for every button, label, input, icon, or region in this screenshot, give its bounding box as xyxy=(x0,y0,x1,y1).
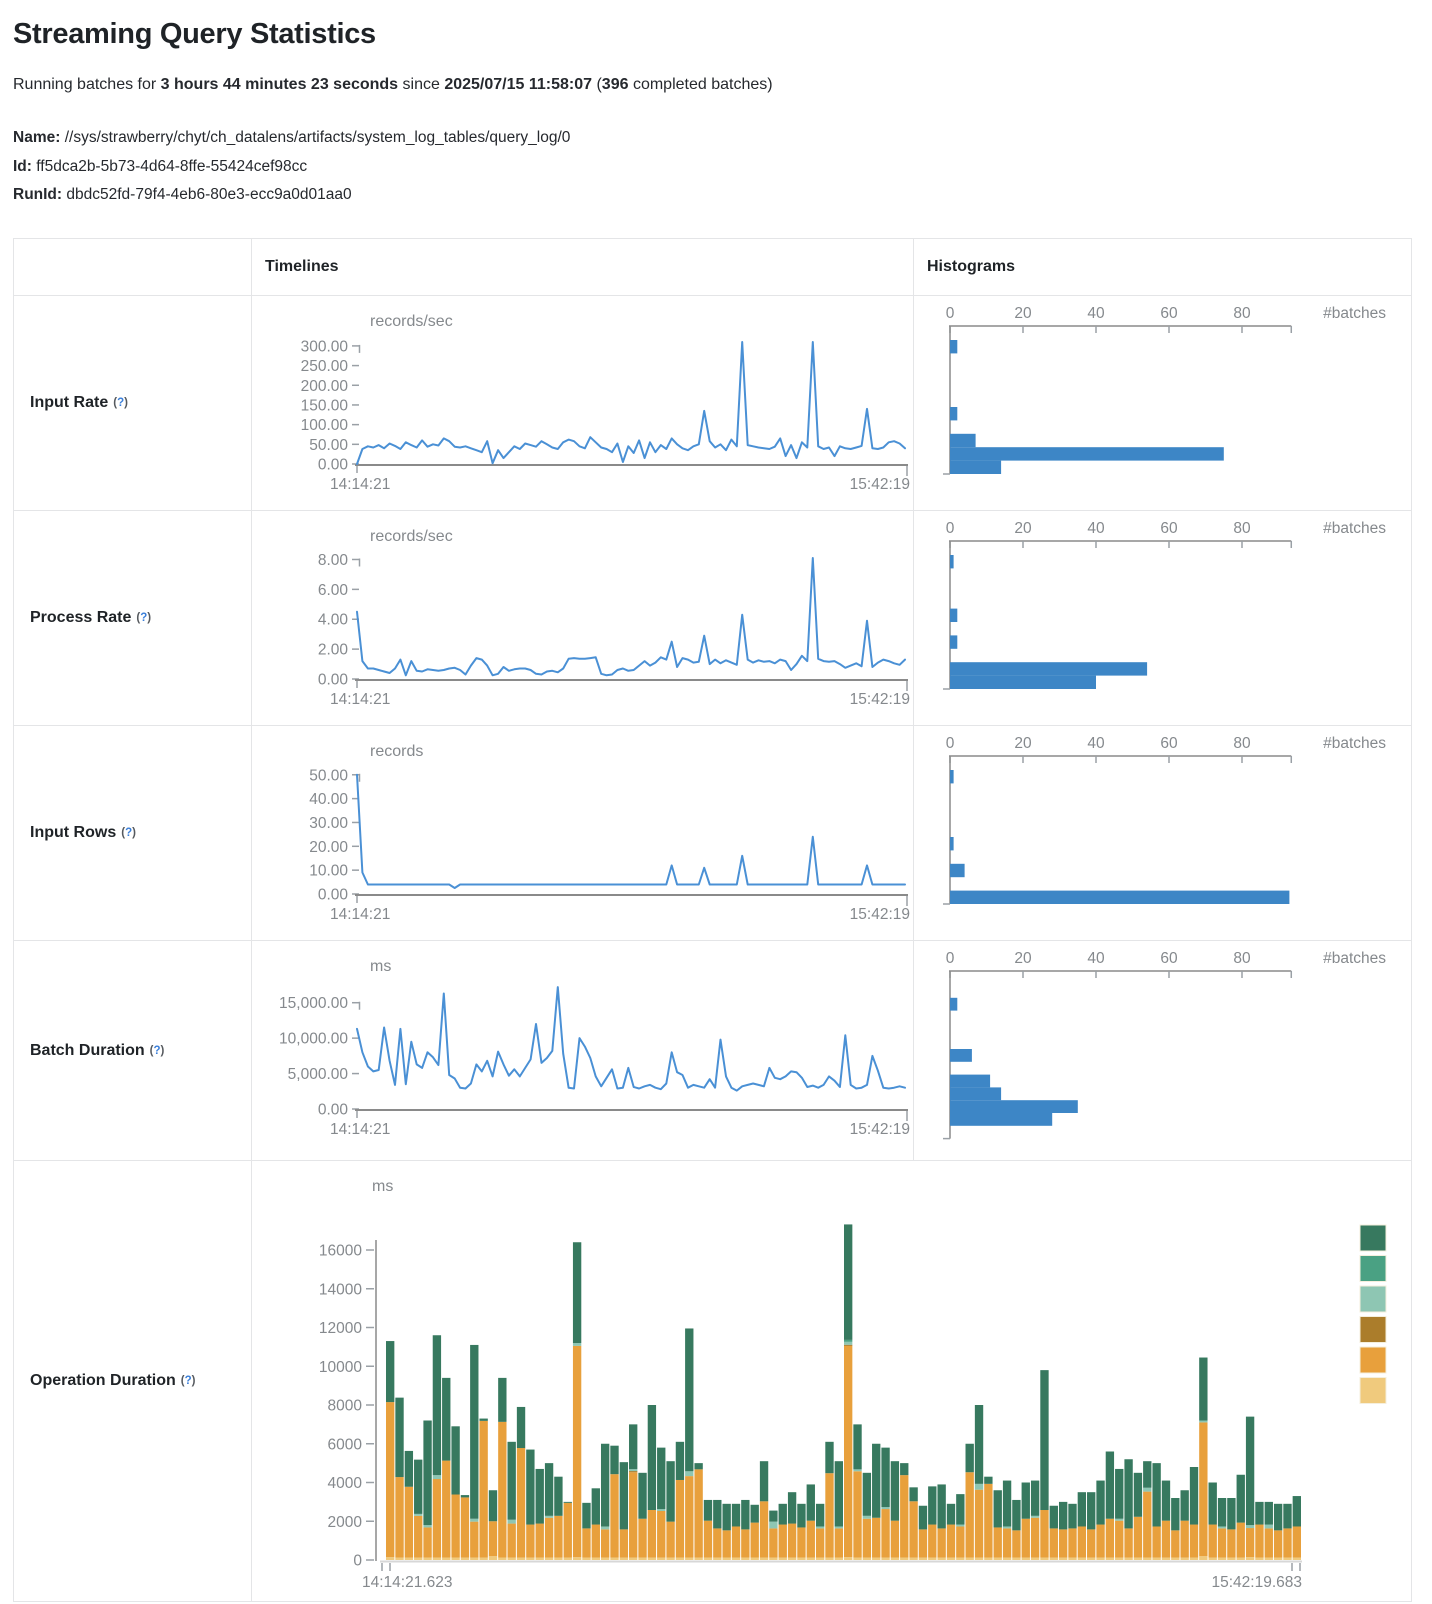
svg-text:records/sec: records/sec xyxy=(370,313,453,331)
svg-text:300.00: 300.00 xyxy=(300,338,348,356)
svg-text:14000: 14000 xyxy=(318,1281,362,1299)
svg-text:20: 20 xyxy=(1014,950,1032,968)
svg-text:80: 80 xyxy=(1233,950,1251,968)
runid-label: RunId: xyxy=(13,186,63,204)
svg-text:20.00: 20.00 xyxy=(309,838,348,856)
process-rate-histogram-chart xyxy=(914,511,1410,725)
summary-since-timestamp: 2025/07/15 11:58:07 xyxy=(444,76,593,93)
svg-text:12000: 12000 xyxy=(318,1320,362,1338)
svg-text:15:42:19: 15:42:19 xyxy=(849,1121,910,1139)
svg-text:8.00: 8.00 xyxy=(317,551,348,569)
id-value: ff5dca2b-5b73-4d64-8ffe-55424cef98cc xyxy=(36,157,308,175)
batch-duration-timeline-cell xyxy=(252,941,914,1161)
svg-text:records/sec: records/sec xyxy=(370,528,453,546)
header-histograms: Histograms xyxy=(914,239,1412,296)
batch-duration-help-icon[interactable]: (?) xyxy=(149,1044,165,1057)
batch-duration-label: Batch Duration xyxy=(30,1041,145,1059)
input-rate-histogram-cell xyxy=(914,296,1412,511)
statistics-table xyxy=(13,238,1412,1602)
input-rate-label: Input Rate xyxy=(30,394,109,412)
svg-text:14:14:21: 14:14:21 xyxy=(330,691,391,709)
page-title: Streaming Query Statistics xyxy=(13,18,376,50)
svg-text:10.00: 10.00 xyxy=(309,862,348,880)
svg-text:2000: 2000 xyxy=(327,1513,362,1531)
svg-text:0: 0 xyxy=(945,305,955,323)
svg-text:0: 0 xyxy=(945,520,955,538)
svg-text:ms: ms xyxy=(372,1178,394,1196)
svg-text:80: 80 xyxy=(1233,735,1251,753)
svg-text:20: 20 xyxy=(1014,520,1032,538)
svg-text:80: 80 xyxy=(1233,305,1251,323)
svg-text:40.00: 40.00 xyxy=(309,791,348,809)
svg-text:8000: 8000 xyxy=(327,1397,362,1415)
svg-text:14:14:21: 14:14:21 xyxy=(330,906,391,924)
batch-duration-histogram-cell xyxy=(914,941,1412,1161)
svg-text:20: 20 xyxy=(1014,305,1032,323)
row-label-batch-duration xyxy=(14,941,252,1161)
svg-text:40: 40 xyxy=(1087,950,1105,968)
svg-text:0: 0 xyxy=(945,735,955,753)
svg-text:14:14:21: 14:14:21 xyxy=(330,1121,391,1139)
process-rate-timeline-cell xyxy=(252,511,914,726)
name-value: //sys/strawberry/chyt/ch_datalens/artifacts/system_log_tables/query_log/0 xyxy=(64,129,571,146)
svg-text:4000: 4000 xyxy=(327,1475,362,1493)
svg-text:#batches: #batches xyxy=(1323,950,1386,968)
running-batches-summary xyxy=(13,76,1432,94)
operation-duration-label: Operation Duration xyxy=(30,1372,176,1390)
svg-text:10,000.00: 10,000.00 xyxy=(279,1030,348,1048)
summary-text: since xyxy=(398,76,445,93)
svg-text:20: 20 xyxy=(1014,735,1032,753)
svg-text:60: 60 xyxy=(1160,305,1178,323)
input-rows-label: Input Rows xyxy=(30,824,117,842)
input-rows-timeline-chart xyxy=(252,726,912,940)
svg-text:0: 0 xyxy=(945,950,955,968)
query-runid-line xyxy=(13,181,1432,210)
svg-text:100.00: 100.00 xyxy=(300,417,348,435)
operation-duration-chart-cell xyxy=(252,1161,1412,1602)
svg-text:#batches: #batches xyxy=(1323,305,1386,323)
svg-text:250.00: 250.00 xyxy=(300,358,348,376)
svg-text:30.00: 30.00 xyxy=(309,814,348,832)
input-rate-timeline-chart xyxy=(252,296,912,510)
query-name-line xyxy=(13,124,1432,153)
input-rows-help-icon[interactable]: (?) xyxy=(121,827,136,840)
svg-text:15:42:19: 15:42:19 xyxy=(849,476,910,494)
query-metadata xyxy=(13,124,1432,210)
row-label-process-rate xyxy=(14,511,252,726)
svg-text:40: 40 xyxy=(1087,520,1105,538)
svg-text:0.00: 0.00 xyxy=(317,456,348,474)
svg-text:14:14:21: 14:14:21 xyxy=(330,476,391,494)
svg-text:6000: 6000 xyxy=(327,1436,362,1454)
svg-text:0: 0 xyxy=(353,1552,362,1570)
svg-text:15:42:19: 15:42:19 xyxy=(849,691,910,709)
svg-text:150.00: 150.00 xyxy=(300,397,348,415)
svg-text:60: 60 xyxy=(1160,950,1178,968)
batch-duration-histogram-chart xyxy=(914,941,1410,1160)
svg-text:16000: 16000 xyxy=(318,1242,362,1260)
summary-text: completed batches) xyxy=(628,76,773,93)
query-id-line xyxy=(13,153,1432,182)
input-rate-help-icon[interactable]: (?) xyxy=(113,397,128,410)
id-label: Id: xyxy=(13,157,32,175)
summary-duration: 3 hours 44 minutes 23 seconds xyxy=(160,76,399,93)
row-label-input-rate xyxy=(14,296,252,511)
runid-value: dbdc52fd-79f4-4eb6-80e3-ecc9a0d01aa0 xyxy=(66,186,352,204)
operation-duration-stacked-chart xyxy=(252,1161,1410,1601)
svg-text:15:42:19: 15:42:19 xyxy=(849,906,910,924)
svg-text:0.00: 0.00 xyxy=(317,886,348,904)
row-label-operation-duration xyxy=(14,1161,252,1602)
svg-text:#batches: #batches xyxy=(1323,735,1386,753)
svg-text:5,000.00: 5,000.00 xyxy=(287,1066,348,1084)
svg-text:40: 40 xyxy=(1087,735,1105,753)
svg-text:ms: ms xyxy=(370,958,392,976)
svg-text:2.00: 2.00 xyxy=(317,641,348,659)
svg-text:4.00: 4.00 xyxy=(317,611,348,629)
input-rate-histogram-chart xyxy=(914,296,1410,510)
batch-duration-timeline-chart xyxy=(252,941,912,1160)
svg-text:0.00: 0.00 xyxy=(317,1101,348,1119)
svg-text:6.00: 6.00 xyxy=(317,581,348,599)
name-label: Name: xyxy=(13,129,61,146)
svg-text:0.00: 0.00 xyxy=(317,671,348,689)
svg-text:10000: 10000 xyxy=(318,1358,362,1376)
svg-text:200.00: 200.00 xyxy=(300,377,348,395)
summary-batch-count: 396 xyxy=(601,76,629,93)
input-rows-histogram-chart xyxy=(914,726,1410,940)
svg-text:15,000.00: 15,000.00 xyxy=(279,995,348,1013)
svg-text:14:14:21.623: 14:14:21.623 xyxy=(362,1574,453,1592)
input-rows-timeline-cell xyxy=(252,726,914,941)
process-rate-label: Process Rate xyxy=(30,609,132,627)
process-rate-histogram-cell xyxy=(914,511,1412,726)
svg-text:60: 60 xyxy=(1160,520,1178,538)
summary-text: Running batches for xyxy=(13,76,161,93)
input-rows-histogram-cell xyxy=(914,726,1412,941)
header-timelines: Timelines xyxy=(252,239,914,296)
svg-text:50.00: 50.00 xyxy=(309,436,348,454)
svg-text:50.00: 50.00 xyxy=(309,767,348,785)
summary-text: ( xyxy=(592,76,602,93)
svg-text:records: records xyxy=(370,743,424,761)
svg-text:15:42:19.683: 15:42:19.683 xyxy=(1211,1574,1302,1592)
svg-text:40: 40 xyxy=(1087,305,1105,323)
svg-text:#batches: #batches xyxy=(1323,520,1386,538)
svg-text:80: 80 xyxy=(1233,520,1251,538)
operation-duration-help-icon[interactable]: (?) xyxy=(180,1375,196,1388)
header-empty-cell xyxy=(14,239,252,296)
row-label-input-rows xyxy=(14,726,252,941)
svg-text:60: 60 xyxy=(1160,735,1178,753)
process-rate-help-icon[interactable]: (?) xyxy=(136,612,152,625)
process-rate-timeline-chart xyxy=(252,511,912,725)
input-rate-timeline-cell xyxy=(252,296,914,511)
